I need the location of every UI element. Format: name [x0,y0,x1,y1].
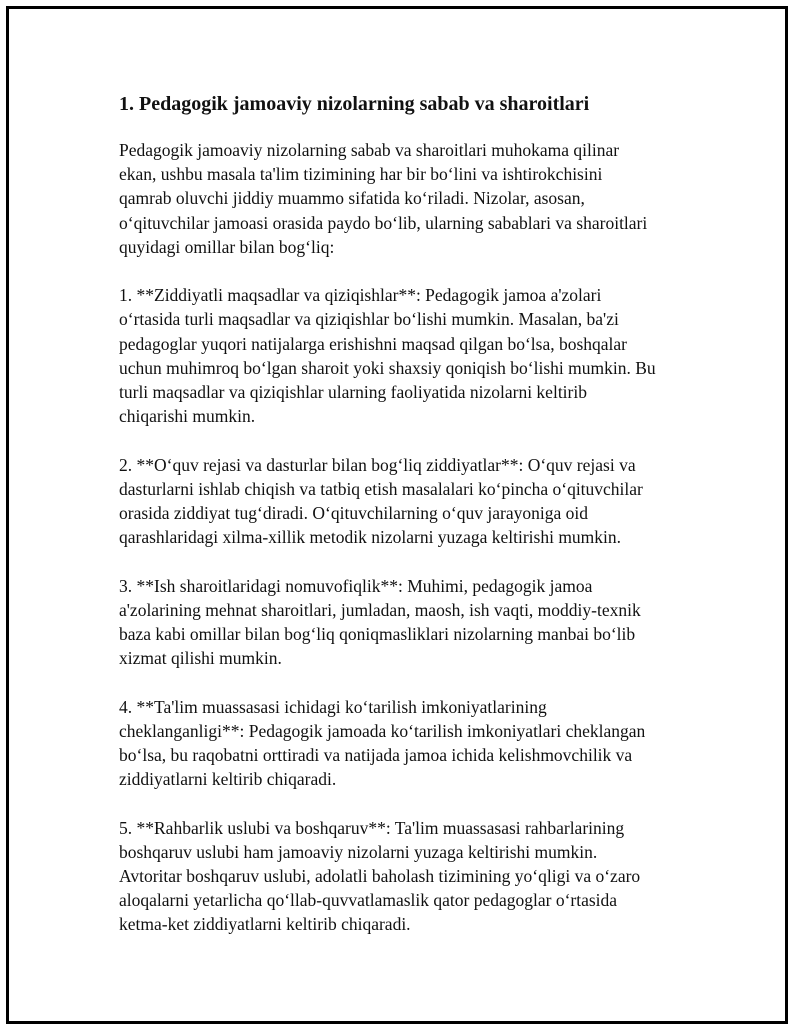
document-title: 1. Pedagogik jamoaviy nizolarning sabab va sharoitlari [119,93,590,115]
intro-paragraph: Pedagogik jamoaviy nizolarning sabab va sharoitlari muhokama qilinar ekan, ushbu masala ta'lim tizimining har bir bo‘lini va ishtirokchisini qamrab oluvchi jiddiy muammo sifatida ko‘riladi. Nizolar, asosan, o‘qituvchilar jamoasi orasida paydo bo‘lib, ularning sabablari va sharoitlari quyidagi omillar bilan bog‘liq: [119,140,648,257]
list-item-5: 5. **Rahbarlik uslubi va boshqaruv**: Ta'lim muassasasi rahbarlarining boshqaruv uslubi ham jamoaviy nizolarni yuzaga keltirishi mumkin. Avtoritar boshqaruv uslubi, adolatli baholash tizimining yo‘qligi va o‘zaro aloqalarni yetarlicha qo‘llab-quvvatlamaslik qator pedagoglar o‘rtasida ketma-ket ziddiyatlarni keltirib chiqaradi. [119,817,641,935]
document-body [119,91,699,961]
list-item-1: 1. **Ziddiyatli maqsadlar va qiziqishlar**: Pedagogik jamoa a'zolari o‘rtasida turli maqsadlar va qiziqishlar bo‘lishi mumkin. Masalan, ba'zi pedagoglar yuqori natijalarga erishishni maqsad qilgan bo‘lsa, boshqalar uchun muhimroq bo‘lgan sharoit yoki shaxsiy qoniqish bo‘lishi mumkin. Bu turli maqsadlar va qiziqishlar ularning faoliyatida nizolarni keltirib chiqarishi mumkin. [119,285,656,427]
list-item-4: 4. **Ta'lim muassasasi ichidagi ko‘tarilish imkoniyatlarining cheklanganligi**: Pedagogik jamoada ko‘tarilish imkoniyatlari cheklangan bo‘lsa, bu raqobatni orttiradi va natijada jamoa ichida kelishmovchilik va ziddiyatlarni keltirib chiqaradi. [119,696,646,790]
list-item-3: 3. **Ish sharoitlaridagi nomuvofiqlik**: Muhimi, pedagogik jamoa a'zolarining mehnat sharoitlari, jumladan, maosh, ish vaqti, moddiy-texnik baza kabi omillar bilan bog‘liq qoniqmasliklari nizolarning manbai bo‘lib xizmat qilishi mumkin. [119,575,641,669]
page-frame [6,6,788,1024]
list-item-2: 2. **O‘quv rejasi va dasturlar bilan bog‘liq ziddiyatlar**: O‘quv rejasi va dasturlarni ishlab chiqish va tatbiq etish masalalari ko‘pincha o‘qituvchilar orasida ziddiyat tug‘diradi. O‘qituvchilarning o‘quv jarayoniga oid qarashlaridagi xilma-xillik metodik nizolarni yuzaga keltirishi mumkin. [119,454,643,548]
